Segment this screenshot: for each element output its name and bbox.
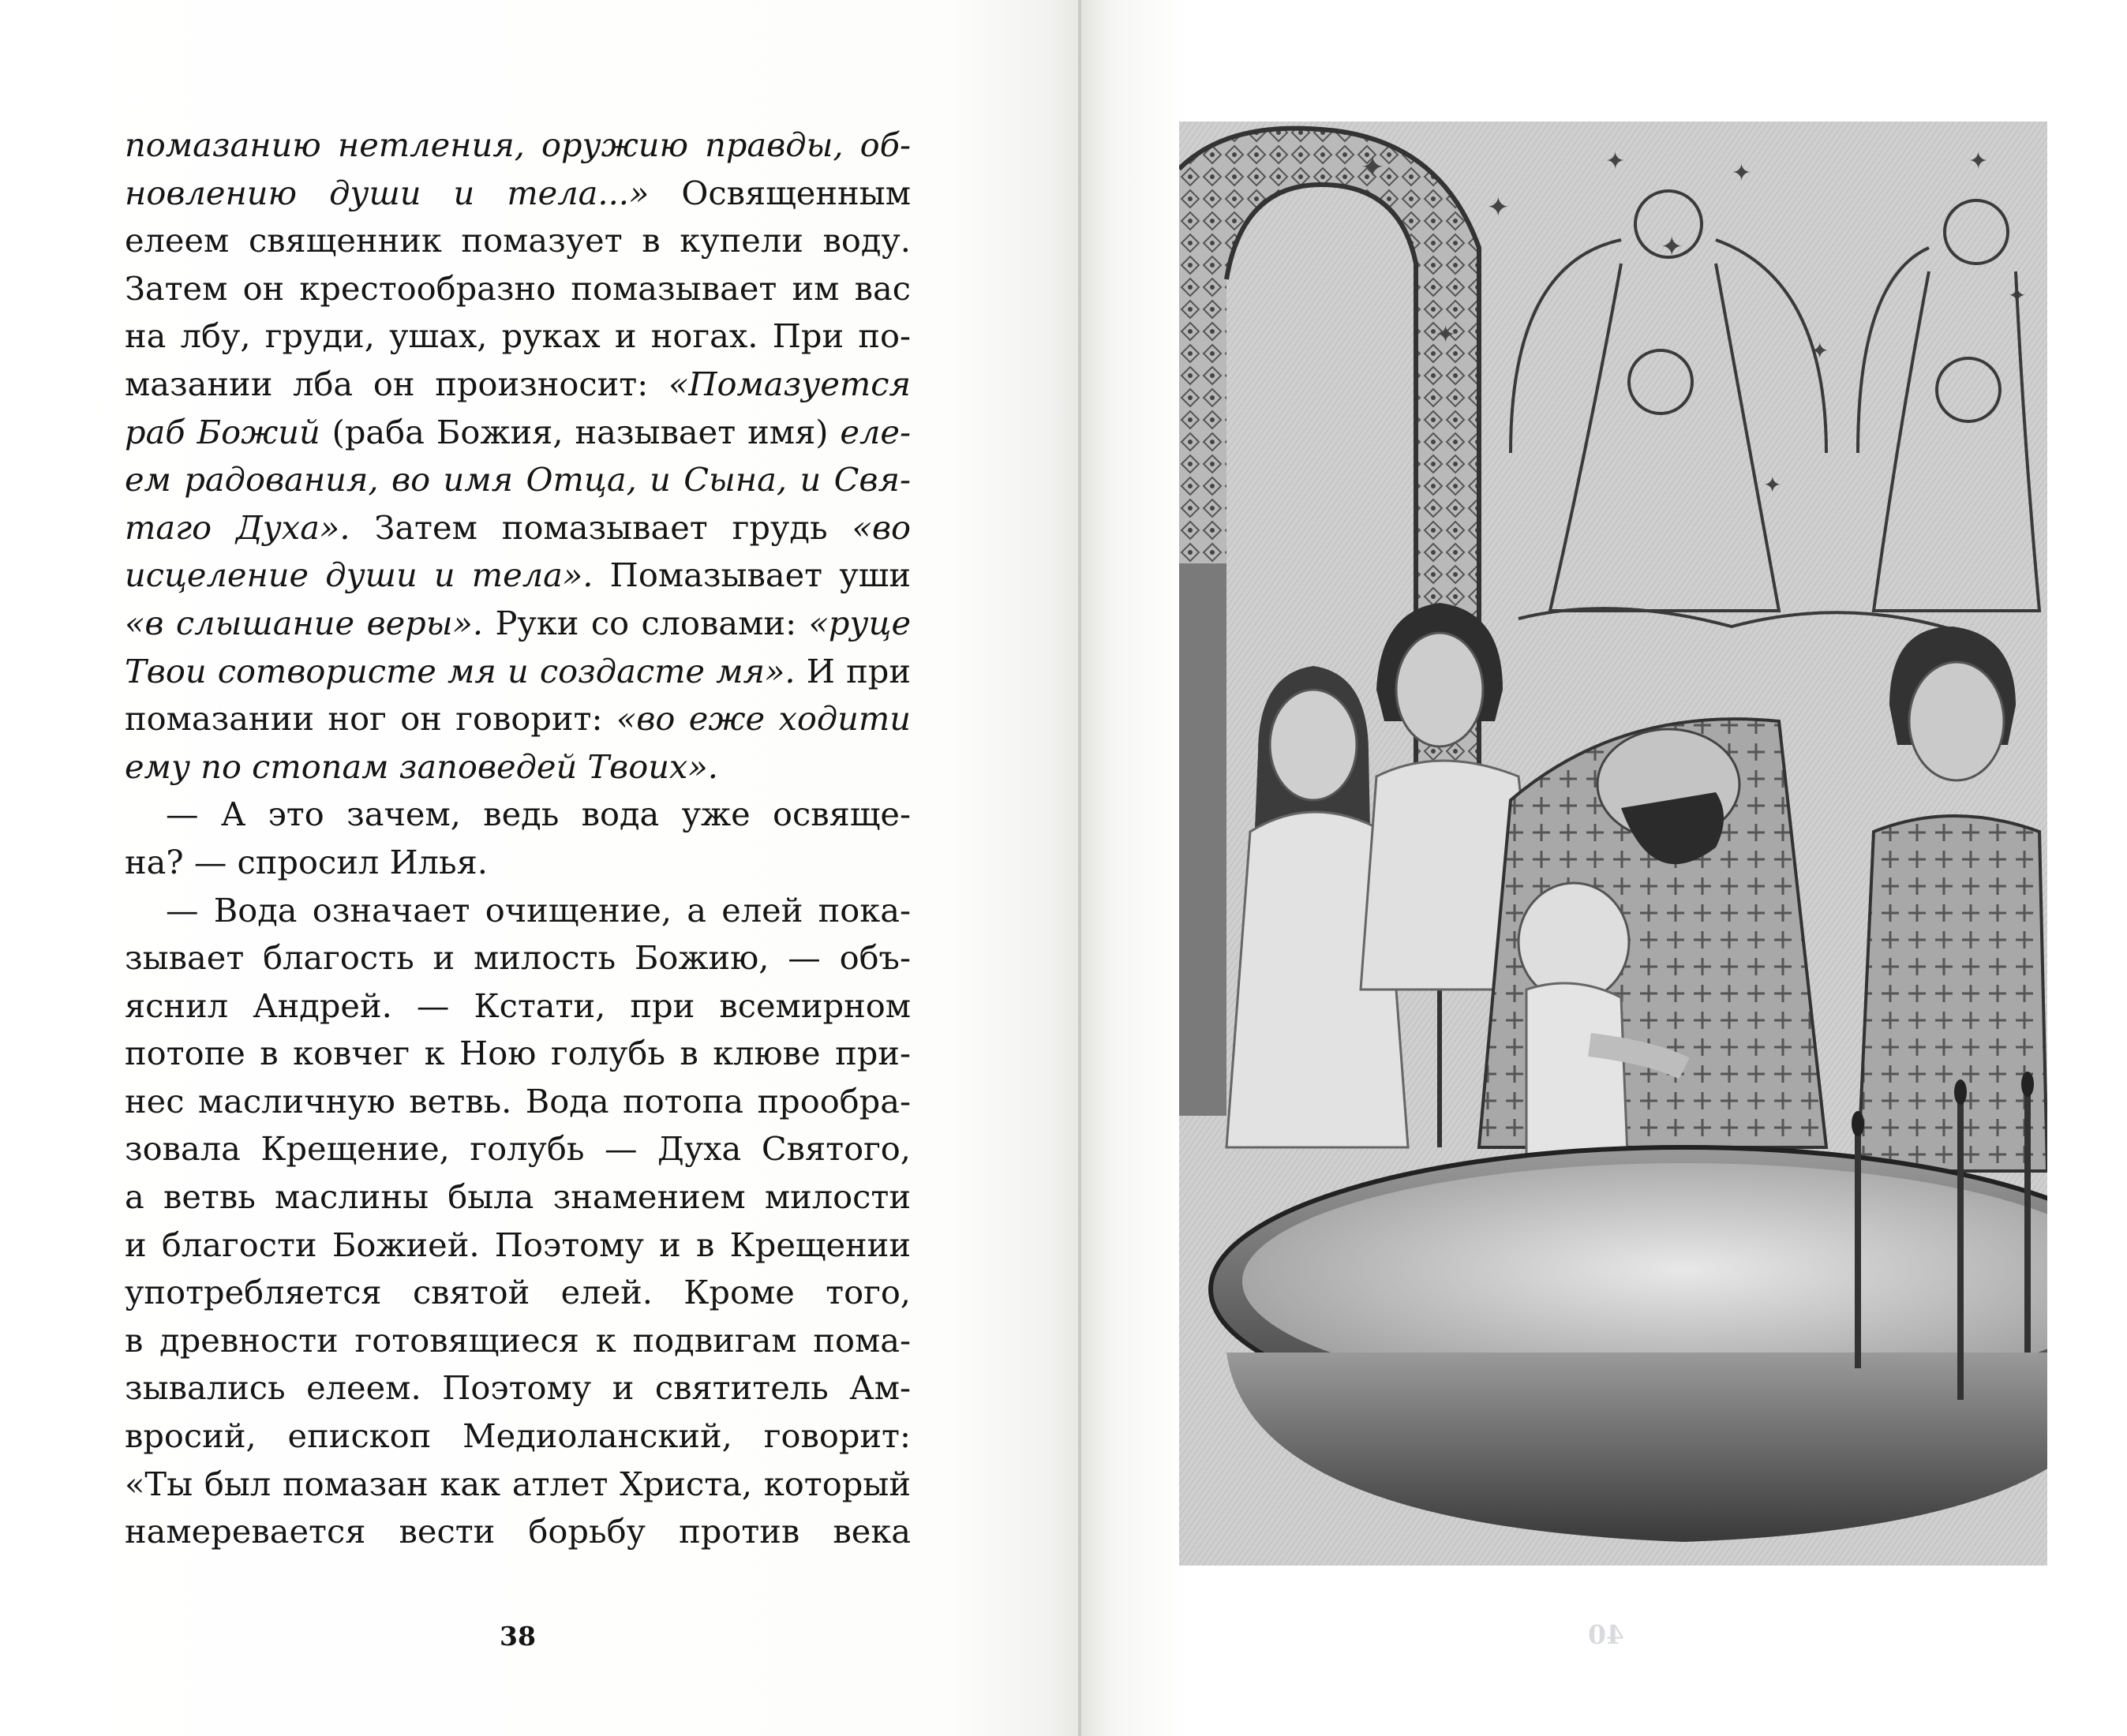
svg-text:✦: ✦ <box>1487 192 1510 223</box>
text-line <box>125 648 911 696</box>
svg-text:✦: ✦ <box>1605 148 1626 175</box>
svg-text:✦: ✦ <box>1732 159 1752 187</box>
text-line <box>125 1125 911 1173</box>
text-segment: «во <box>852 507 911 547</box>
page-number: 38 <box>500 1621 536 1652</box>
svg-text:✦: ✦ <box>1968 148 1989 175</box>
text-segment: а ветвь маслины была знамением милости <box>125 1177 911 1217</box>
svg-text:✦: ✦ <box>2008 282 2027 309</box>
text-segment: «в слышание веры». <box>125 603 484 642</box>
book-gutter <box>1078 0 1081 1736</box>
text-line <box>125 1364 911 1412</box>
text-line <box>125 839 911 887</box>
text-line <box>125 600 911 648</box>
text-segment: помазанию нетления, оружию правды, об- <box>125 125 911 164</box>
text-line <box>125 743 911 791</box>
text-line <box>125 1317 911 1365</box>
text-segment: яснил Андрей. — Кстати, при всемирном <box>125 986 911 1025</box>
text-segment: и благости Божией. Поэтому и в Крещении <box>125 1225 911 1264</box>
text-segment: Помазывает уши <box>593 556 911 595</box>
text-line <box>125 791 911 839</box>
text-line <box>125 552 911 600</box>
text-line <box>125 887 911 935</box>
text-line <box>125 361 911 409</box>
text-line <box>125 1269 911 1317</box>
text-segment: Руки со словами: <box>483 603 809 642</box>
text-segment: «руце <box>808 603 911 642</box>
text-segment: Твои сотвористе мя и создасте мя». <box>125 651 796 690</box>
text-line <box>125 456 911 504</box>
text-segment: мазании лба он произносит: <box>125 364 668 403</box>
text-segment: нес масличную ветвь. Вода потопа прообра- <box>125 1081 911 1121</box>
svg-text:✦: ✦ <box>1811 338 1829 364</box>
body-text <box>125 122 911 1556</box>
baptism-illustration <box>1179 122 2047 1566</box>
text-segment: «во еже ходити <box>616 699 911 739</box>
text-segment: ем радования, во имя Отца, и Сына, и Свя- <box>125 460 911 499</box>
text-segment: исцеление души и тела». <box>125 556 594 595</box>
text-segment: употребляется святой елей. Кроме того, <box>125 1273 911 1312</box>
text-segment: помазании ног он говорит: <box>125 699 616 739</box>
text-segment: раб Божий <box>125 412 320 451</box>
text-segment: — Вода означает очищение, а елей пока- <box>166 890 911 930</box>
text-segment: Затем помазывает грудь <box>350 507 852 547</box>
svg-text:✦: ✦ <box>1763 472 1782 498</box>
svg-text:✦: ✦ <box>1436 321 1456 349</box>
text-line <box>125 695 911 743</box>
text-line <box>125 1078 911 1126</box>
text-segment: И при <box>795 651 911 690</box>
text-line <box>125 122 911 170</box>
text-segment: зывались елеем. Поэтому и святитель Ам- <box>125 1368 911 1408</box>
text-segment: — А это зачем, ведь вода уже освяще- <box>166 795 911 834</box>
text-segment: «Ты был помазан как атлет Христа, который <box>125 1464 911 1503</box>
text-line <box>125 934 911 982</box>
text-line <box>125 1508 911 1556</box>
svg-text:✦: ✦ <box>1361 152 1385 184</box>
text-segment: «Помазуется <box>668 364 911 403</box>
text-segment: потопе в ковчег к Ною голубь в клюве при- <box>125 1034 911 1073</box>
text-line <box>125 170 911 218</box>
text-segment: Затем он крестообразно помазывает им вас <box>125 268 911 308</box>
text-line <box>125 1222 911 1270</box>
text-segment: таго Духа». <box>125 507 350 547</box>
text-line <box>125 1461 911 1509</box>
text-segment: на? — спросил Илья. <box>125 842 488 881</box>
text-line <box>125 982 911 1031</box>
text-segment: вросий, епископ Медиоланский, говорит: <box>125 1416 911 1456</box>
text-segment: в древности готовящиеся к подвигам пома- <box>125 1320 911 1360</box>
text-line <box>125 312 911 361</box>
svg-text:✦: ✦ <box>1661 231 1683 263</box>
show-through-page-number: 40 <box>1588 1619 1624 1650</box>
text-line <box>125 265 911 313</box>
text-segment: еле- <box>840 412 911 451</box>
text-line <box>125 409 911 457</box>
text-segment: намеревается вести борьбу против века <box>125 1512 911 1551</box>
text-segment: на лбу, груди, ушах, руках и ногах. При по- <box>125 316 911 356</box>
text-line <box>125 504 911 552</box>
text-segment: зывает благость и милость Божию, — объ- <box>125 938 911 978</box>
text-line <box>125 1173 911 1222</box>
text-line <box>125 217 911 265</box>
text-segment: (раба Божия, называет имя) <box>320 412 841 451</box>
text-segment: новлению души и тела...» <box>125 173 650 212</box>
text-segment: ему по стопам заповедей Твоих». <box>125 746 718 786</box>
text-segment: зовала Крещение, голубь — Духа Святого, <box>125 1129 911 1169</box>
text-segment: елеем священник помазует в купели воду. <box>125 221 911 260</box>
text-line <box>125 1030 911 1078</box>
text-segment: Освященным <box>649 173 911 212</box>
text-line <box>125 1412 911 1461</box>
